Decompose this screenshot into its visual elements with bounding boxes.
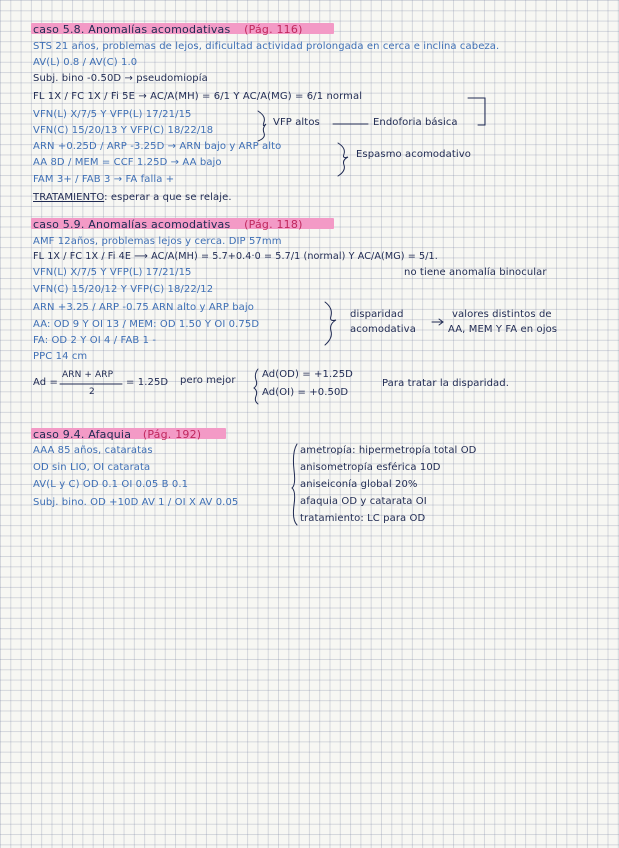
case-title-text: caso 5.8. Anomalías acomodativas	[33, 23, 231, 36]
ad-denominator: 2	[89, 387, 95, 397]
page-reference: (Pág. 192)	[142, 428, 202, 441]
case-5-8-patient: STS 21 años, problemas de lejos, dificultad actividad prolongada en cerca e inclina cabeza.	[33, 41, 500, 52]
case-9-4-subjective: Subj. bino. OD +10D AV 1 / OI X AV 0.05	[33, 497, 239, 508]
treatment-label: TRATAMIENTO	[33, 192, 105, 203]
case-title-text: caso 9.4. Afaquia	[33, 428, 132, 441]
endoforia-label: Endoforia básica	[373, 117, 458, 128]
case-5-8-arn-arp: ARN +0.25D / ARP -3.25D → ARN bajo y ARP alto	[33, 141, 282, 152]
ad-numerator: ARN + ARP	[62, 370, 114, 380]
case-5-9-fa: FA: OD 2 Y OI 4 / FAB 1 -	[33, 335, 157, 346]
case-5-9-phorias-aca: FL 1X / FC 1X / Fi 4E ⟶ AC/A(MH) = 5.7+0.4·0 = 5.7/1 (normal) Y AC/A(MG) = 5/1.	[33, 251, 438, 262]
case-5-8-subjective: Subj. bino -0.50D → pseudomiopía	[33, 73, 208, 84]
diagnosis-treatment: tratamiento: LC para OD	[300, 513, 426, 524]
case-5-9-ppc: PPC 14 cm	[33, 351, 88, 362]
diagnosis-anisometropia: anisometropía esférica 10D	[300, 462, 441, 473]
disparidad-label: disparidad	[350, 309, 404, 320]
case-9-4-lens-status: OD sin LIO, OI catarata	[33, 462, 151, 473]
case-5-9-arn-arp: ARN +3.25 / ARP -0.75 ARN alto y ARP bajo	[33, 302, 255, 313]
valores-label-1: valores distintos de	[452, 309, 552, 320]
case-9-4-visual-acuity: AV(L y C) OD 0.1 OI 0.05 B 0.1	[33, 479, 189, 490]
diagnosis-afaquia: afaquia OD y catarata OI	[300, 496, 427, 507]
case-5-9-vergences-near: VFN(C) 15/20/12 Y VFP(C) 18/22/12	[33, 284, 214, 295]
case-5-8-flexibility: FAM 3+ / FAB 3 → FA falla +	[33, 174, 175, 185]
case-title-text: caso 5.9. Anomalías acomodativas	[33, 218, 231, 231]
diagnosis-aniseiconia: aniseiconía global 20%	[300, 479, 418, 490]
page-reference: (Pág. 116)	[244, 23, 303, 36]
no-anomaly-note: no tiene anomalía binocular	[404, 267, 547, 278]
page-reference: (Pág. 118)	[244, 218, 303, 231]
diagnosis-ametropia: ametropía: hipermetropía total OD	[300, 445, 477, 456]
ad-oi-value: Ad(OI) = +0.50D	[262, 387, 349, 398]
valores-label-2: AA, MEM Y FA en ojos	[448, 324, 558, 335]
case-5-9-aa-mem: AA: OD 9 Y OI 13 / MEM: OD 1.50 Y OI 0.75D	[33, 319, 260, 330]
case-5-8-vergences-near: VFN(C) 15/20/13 Y VFP(C) 18/22/18	[33, 125, 214, 136]
pero-mejor-label: pero mejor	[180, 375, 236, 386]
case-5-8-aa-mem: AA 8D / MEM = CCF 1.25D → AA bajo	[33, 157, 222, 168]
espasmo-label: Espasmo acomodativo	[356, 149, 471, 160]
acomodativa-label: acomodativa	[350, 324, 416, 335]
ad-od-value: Ad(OD) = +1.25D	[262, 369, 353, 380]
case-9-4-patient: AAA 85 años, cataratas	[33, 445, 153, 456]
case-5-8-vergences-far: VFN(L) X/7/5 Y VFP(L) 17/21/15	[33, 109, 192, 120]
case-5-9-vergences-far: VFN(L) X/7/5 Y VFP(L) 17/21/15	[33, 267, 192, 278]
vfp-altos-label: VFP altos	[273, 117, 320, 128]
treatment-text: : esperar a que se relaje.	[104, 192, 232, 203]
ad-result: = 1.25D	[126, 377, 169, 388]
ad-formula-label: Ad =	[33, 377, 58, 388]
case-5-8-visual-acuity: AV(L) 0.8 / AV(C) 1.0	[33, 57, 138, 68]
case-5-9-patient: AMF 12años, problemas lejos y cerca. DIP 57mm	[33, 236, 282, 247]
case-5-8-phorias-aca: FL 1X / FC 1X / Fi 5E → AC/A(MH) = 6/1 Y AC/A(MG) = 6/1 normal	[33, 91, 363, 102]
para-tratar-label: Para tratar la disparidad.	[382, 378, 510, 389]
